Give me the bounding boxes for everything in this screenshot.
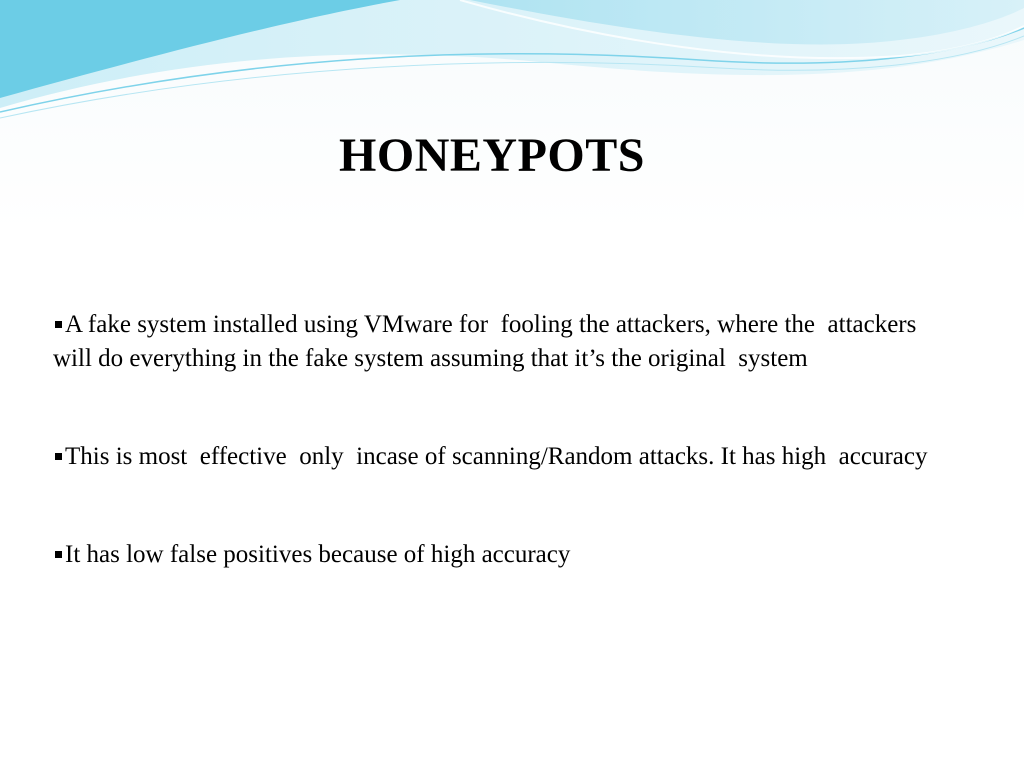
square-bullet-icon xyxy=(55,453,62,460)
square-bullet-icon xyxy=(55,321,62,328)
bullet-item xyxy=(53,308,953,376)
bullet-item xyxy=(53,538,953,572)
bullet-text: This is most effective only incase of scanning/Random attacks. It has high accuracy xyxy=(65,443,928,470)
bullet-item xyxy=(53,440,953,474)
bullet-text: It has low false positives because of high accuracy xyxy=(65,541,571,568)
bullet-list xyxy=(53,308,953,572)
bullet-text: A fake system installed using VMware for fooling the attackers, where the attackers will do everything in the fake system assuming that it’s the original system xyxy=(53,311,923,372)
square-bullet-icon xyxy=(55,551,62,558)
slide-title: HONEYPOTS xyxy=(339,129,645,182)
decorative-wave-header xyxy=(0,0,1024,125)
